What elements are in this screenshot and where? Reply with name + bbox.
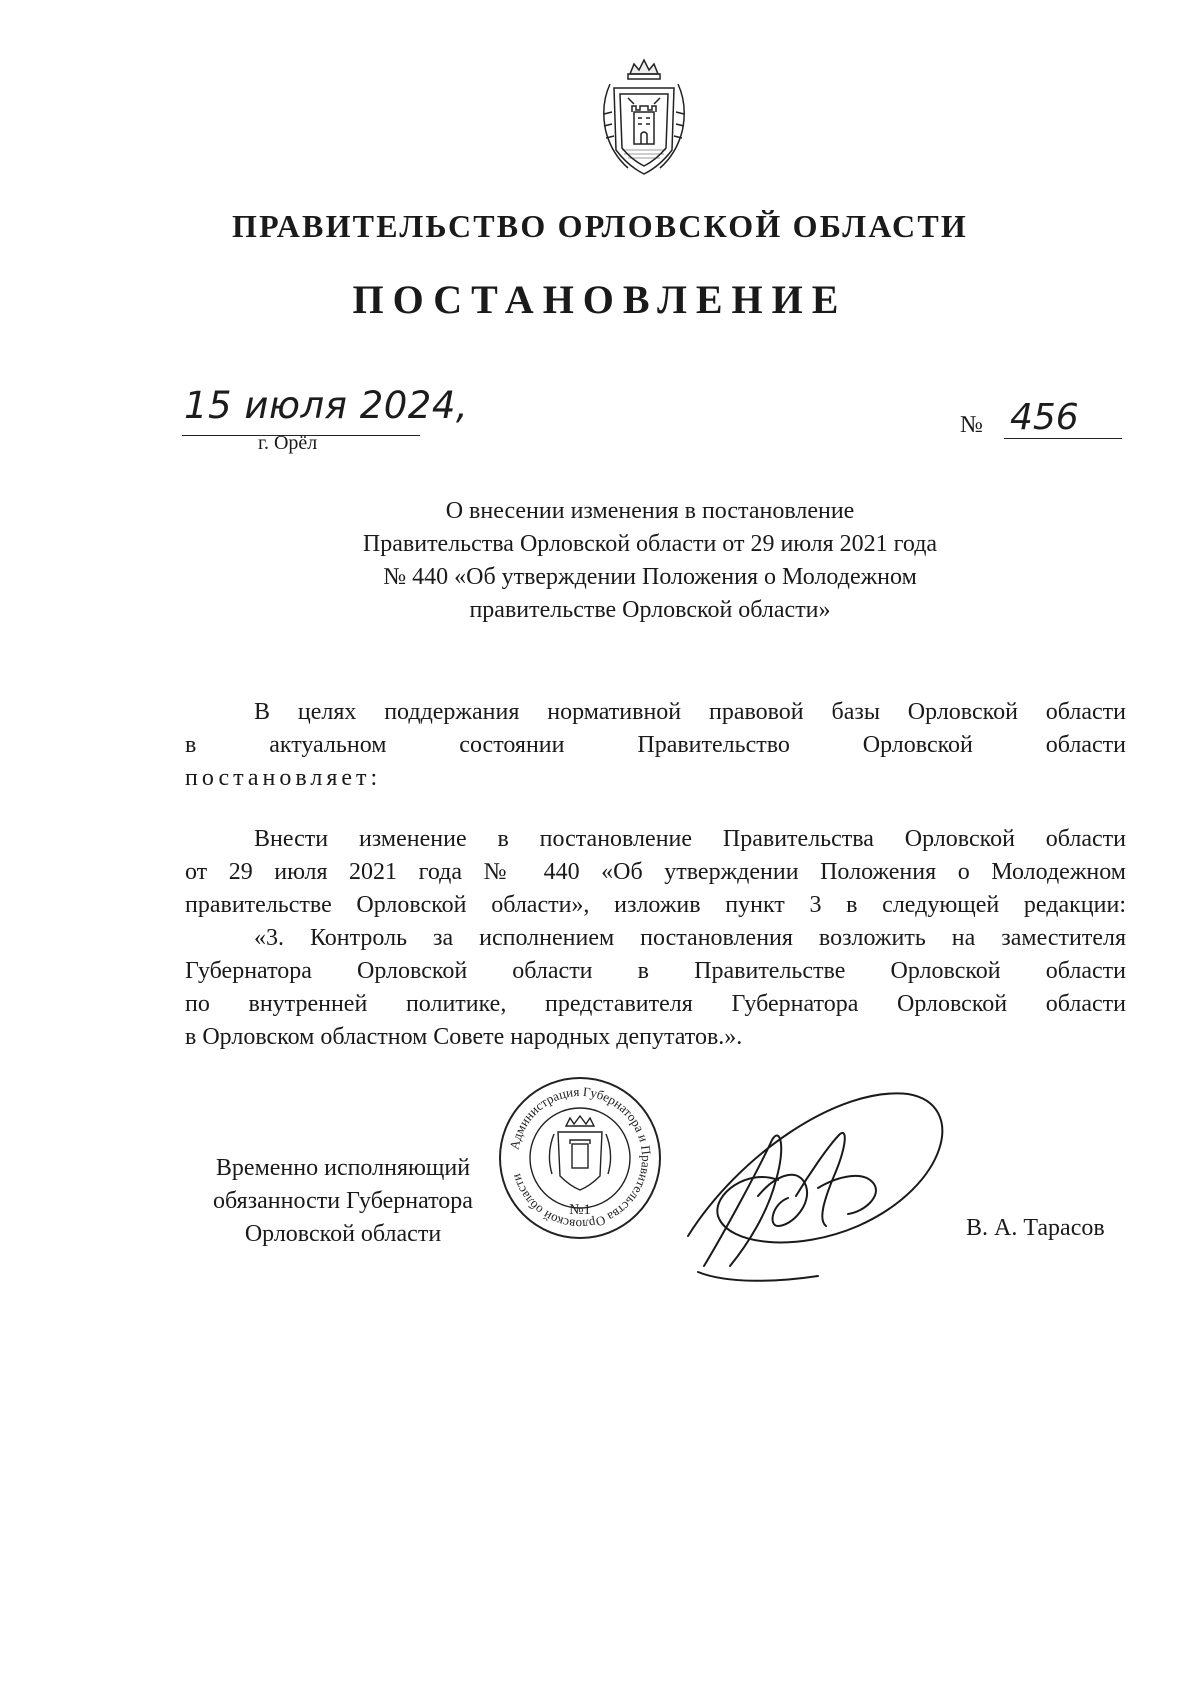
preamble-line: постановляет: [185,765,382,791]
stamp-ring-text: Администрация Губернатора и Правительства Орловской области [506,1083,655,1233]
document-type: ПОСТАНОВЛЕНИЕ [352,277,848,322]
body-line: в Орловском областном Совете народных депутатов.». [185,1024,743,1050]
body-line: по внутренней политике, представителя Губернатора Орловской области [185,991,1126,1017]
signatory-title-line: обязанности Губернатора [213,1188,473,1214]
document-subject [250,495,1050,627]
body-line: Губернатора Орловской области в Правительстве Орловской области [185,958,1126,984]
preamble-paragraph [185,696,1126,795]
handwritten-signature [668,1076,962,1308]
body-line: Внести изменение в постановление Правительства Орловской области [254,826,1126,852]
subject-line: Правительства Орловской области от 29 июля 2021 года [362,531,938,557]
handwritten-date: 15 июля 2024, [184,384,469,427]
stamp-number: №1 [569,1202,591,1218]
handwritten-number: 456 [1010,397,1079,438]
body-paragraph [185,823,1126,922]
subject-line: № 440 «Об утверждении Положения о Молодежном [383,564,917,590]
signatory-title-line: Временно исполняющий [215,1155,471,1181]
subject-line: правительстве Орловской области» [469,597,831,623]
city-label: г. Орёл [258,432,318,454]
body-line: от 29 июля 2021 года № 440 «Об утверждении Положения о Молодежном [185,859,1126,885]
signatory-title-line: Орловской области [244,1221,442,1247]
signer-name: В. А. Тарасов [966,1215,1105,1241]
subject-line: О внесении изменения в постановление [445,498,855,524]
body-paragraph-quote [185,922,1126,1054]
body-line: правительстве Орловской области», изложив пункт 3 в следующей редакции: [185,892,1126,918]
body-line: «3. Контроль за исполнением постановления возложить на заместителя [254,925,1126,951]
government-name: ПРАВИТЕЛЬСТВО ОРЛОВСКОЙ ОБЛАСТИ [231,208,968,244]
number-sign: № [960,412,983,438]
preamble-line: в актуальном состоянии Правительство Орловской области [185,732,1126,758]
preamble-line: В целях поддержания нормативной правовой базы Орловской области [254,699,1126,725]
official-stamp-icon [496,1074,664,1242]
signatory-title [183,1152,503,1251]
coat-of-arms-icon [598,54,690,180]
number-underline [1004,438,1122,439]
